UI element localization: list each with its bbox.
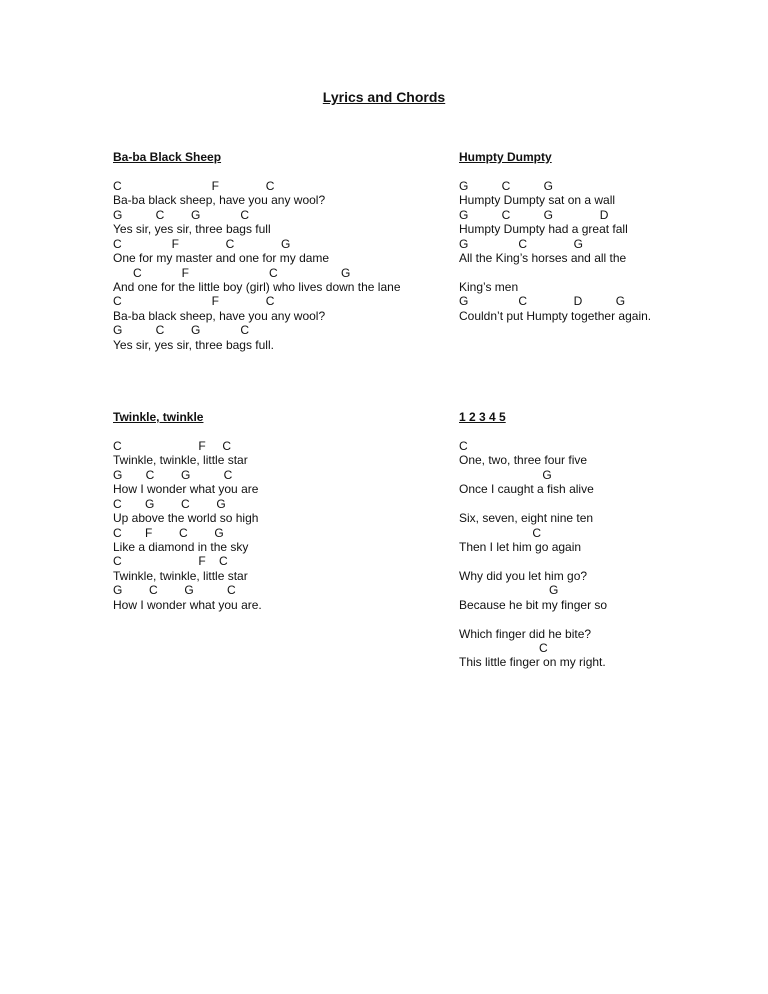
lyric-line: Twinkle, twinkle, little star bbox=[113, 568, 248, 583]
lyric-line: King’s men bbox=[459, 279, 519, 294]
song-1-2-3-4-5 bbox=[459, 410, 607, 670]
song-body bbox=[113, 179, 401, 352]
chord-line: G C G bbox=[459, 178, 554, 193]
chord-line: G C G D bbox=[459, 207, 609, 222]
blank-line bbox=[459, 497, 607, 511]
lyric-line: One for my master and one for my dame bbox=[113, 251, 330, 266]
lyric-line: Which finger did he bite? bbox=[459, 626, 592, 641]
chord-line: G C G C bbox=[113, 207, 250, 222]
lyric-line: Six, seven, eight nine ten bbox=[459, 511, 594, 526]
lyric-line: Up above the world so high bbox=[113, 511, 259, 526]
lyric-line: Twinkle, twinkle, little star bbox=[113, 453, 248, 468]
song-body bbox=[459, 179, 651, 323]
page-title: Lyrics and Chords bbox=[322, 89, 446, 105]
lyric-line: How I wonder what you are bbox=[113, 482, 259, 497]
lyric-line: One, two, three four five bbox=[459, 453, 588, 468]
blank-line bbox=[459, 554, 607, 568]
song-title: 1 2 3 4 5 bbox=[459, 410, 506, 424]
song-title: Ba-ba Black Sheep bbox=[113, 150, 222, 164]
chord-line: C bbox=[459, 641, 548, 655]
song-twinkle-twinkle bbox=[113, 410, 262, 612]
lyric-line: Because he bit my finger so bbox=[459, 597, 608, 612]
chord-line: C bbox=[459, 438, 468, 453]
song-title: Humpty Dumpty bbox=[459, 150, 552, 164]
blank-line bbox=[459, 612, 607, 626]
lyric-line: Why did you let him go? bbox=[459, 568, 588, 583]
lyric-line: Then I let him go again bbox=[459, 539, 582, 554]
lyric-line: Yes sir, yes sir, three bags full. bbox=[113, 337, 274, 352]
lyric-line: Couldn’t put Humpty together again. bbox=[459, 308, 652, 323]
chord-line: C bbox=[459, 525, 542, 540]
song-body bbox=[113, 439, 262, 612]
lyric-line: Humpty Dumpty sat on a wall bbox=[459, 193, 616, 208]
lyric-line: And one for the little boy (girl) who lives down the lane bbox=[113, 279, 401, 294]
chord-line: G C G C bbox=[113, 467, 233, 482]
lyric-line: Humpty Dumpty had a great fall bbox=[459, 222, 628, 237]
lyric-line: Like a diamond in the sky bbox=[113, 539, 249, 554]
chord-line: C F C bbox=[113, 554, 228, 569]
lyric-line: Yes sir, yes sir, three bags full bbox=[113, 222, 271, 237]
lyric-line: Ba-ba black sheep, have you any wool? bbox=[113, 193, 326, 208]
blank-line bbox=[459, 266, 651, 280]
song-humpty-dumpty bbox=[459, 150, 651, 323]
chord-line: G bbox=[459, 583, 559, 598]
lyric-line: Once I caught a fish alive bbox=[459, 482, 594, 497]
lyric-line: Ba-ba black sheep, have you any wool? bbox=[113, 308, 326, 323]
chord-line: C F C G bbox=[113, 525, 224, 540]
chord-line: C G C G bbox=[113, 496, 226, 511]
chord-line: G C G bbox=[459, 236, 584, 251]
chord-line: G C G C bbox=[113, 583, 236, 598]
song-title: Twinkle, twinkle bbox=[113, 410, 204, 424]
chord-line: C F C bbox=[113, 294, 275, 309]
song-ba-ba-black-sheep bbox=[113, 150, 401, 352]
chord-line: C F C bbox=[113, 438, 232, 453]
chord-line: C F C G bbox=[113, 236, 291, 251]
chord-line: C F C G bbox=[113, 265, 351, 280]
chord-line: C F C bbox=[113, 178, 275, 193]
chord-line: G C G C bbox=[113, 323, 250, 338]
chord-line: G C D G bbox=[459, 294, 626, 309]
song-body bbox=[459, 439, 607, 670]
lyric-line: How I wonder what you are. bbox=[113, 597, 262, 612]
lyric-line: All the King’s horses and all the bbox=[459, 251, 627, 266]
lyric-line: This little finger on my right. bbox=[459, 655, 606, 670]
chord-line: G bbox=[459, 467, 552, 482]
